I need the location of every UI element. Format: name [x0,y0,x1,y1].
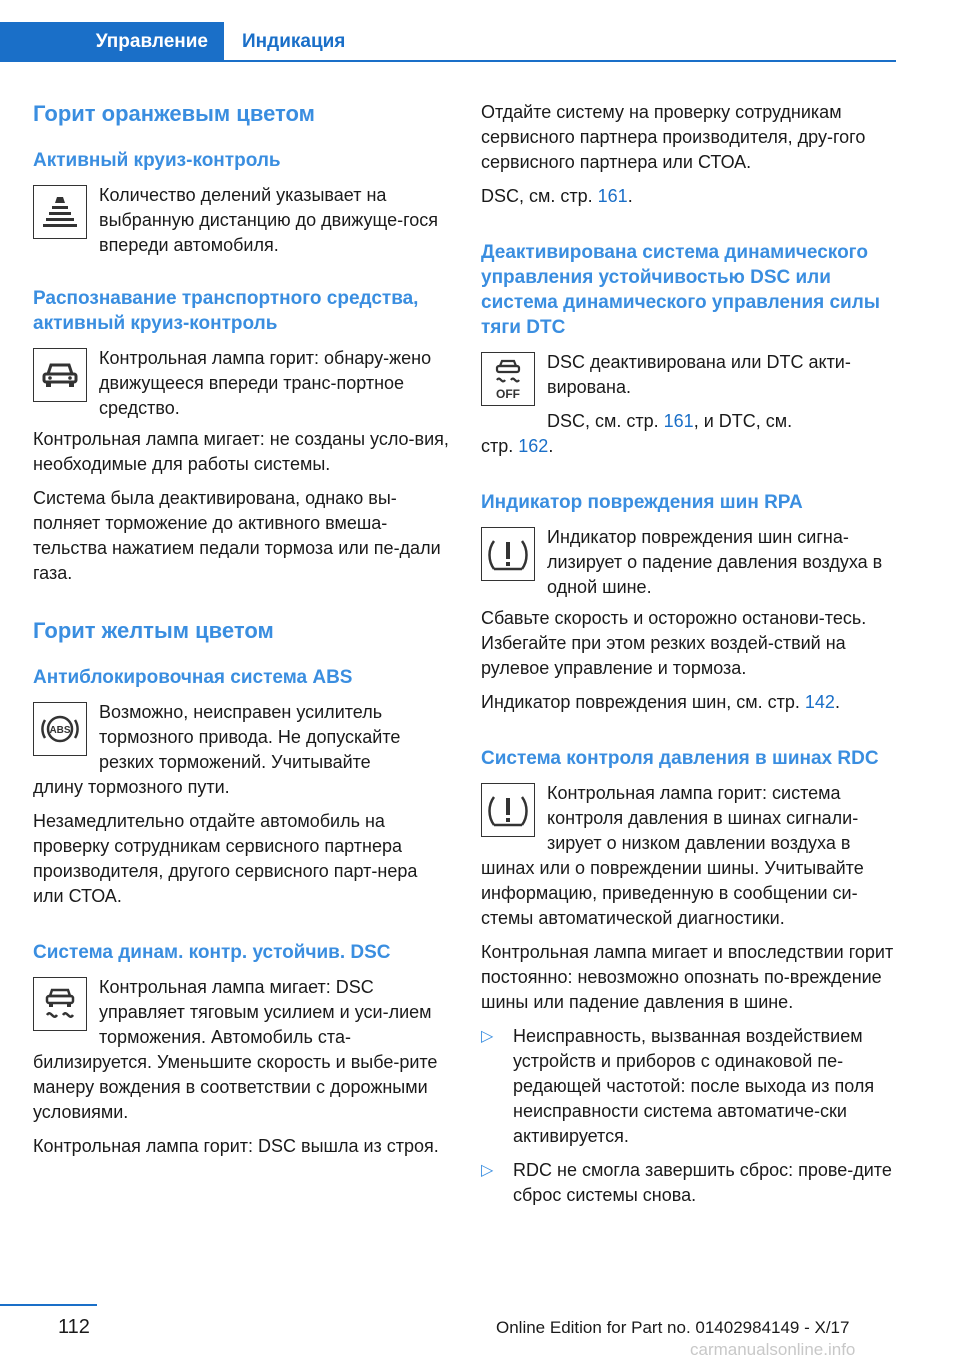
left-column [33,100,449,1168]
subheading-dsc-off: Деактивирована система динамического управления устойчивостью DSC или система динамического управления силы тяги DTC [481,242,881,338]
watermark: carmanualsonline.info [690,1340,856,1359]
rpa-paragraph-2: Сбавьте скорость и осторожно останови-тесь. Избегайте при этом резких воздей-ствий на рулевое управление и тормоза. [481,608,867,678]
tire-pressure-icon [481,783,535,837]
abs-entry [33,700,449,775]
page-link-161[interactable]: 161 [597,186,628,206]
acc-distance-icon [33,185,87,239]
vehicle-detected-icon [33,348,87,402]
rdc-paragraph-2: Контрольная лампа мигает и впоследствии горит постоянно: невозможно опознать по-вреждение шины или падение давления в шине. [481,942,894,1012]
tab-control[interactable]: Управление [0,22,224,61]
subheading-acc: Активный круиз-контроль [33,150,281,171]
abs-continuation: длину тормозного пути. [33,777,230,797]
dsc-off-text: DSC деактивирована или DTC акти-вирована. [547,352,851,397]
abs-label: ABS [49,725,71,736]
subheading-vehicle-detection: Распознавание транспортного средства, активный круиз-контроль [33,288,419,334]
abs-paragraph-2: Незамедлительно отдайте автомобиль на проверку сотрудникам сервисного партнера производителя, другого сервисного парт-нера или СТОА. [33,811,418,906]
subheading-rdc: Система контроля давления в шинах RDC [481,748,879,769]
dsc-off-ref-line2: стр. 162. [481,436,554,456]
page-link-142[interactable]: 142 [804,692,835,712]
abs-text: Возможно, неисправен усилитель тормозного привода. Не допускайте резких торможений. Учитывайте [99,702,401,772]
rdc-bullet-1: ▷ Неисправность, вызванная воздействием устройств и приборов с одинаковой пе-редающей частотой: после выхода из поля неисправности система автоматиче-ски активируется. [481,1024,897,1149]
rdc-text: Контрольная лампа горит: система контроля давления в шинах сигнали-зирует о низком давлении воздуха в [547,783,859,853]
right-column [481,100,897,1217]
rpa-entry [481,525,897,600]
tire-warning-icon [481,527,535,581]
dsc-off-icon [481,352,535,406]
header [0,0,960,62]
rpa-reference: Индикатор повреждения шин, см. стр. 142. [481,692,840,712]
subheading-abs: Антиблокировочная система ABS [33,667,353,688]
abs-icon [33,702,87,756]
dsc-off-entry [481,350,897,434]
dsc-icon [33,977,87,1031]
dsc-entry [33,975,449,1050]
page-number: 112 [58,1316,90,1338]
bullet-triangle-icon: ▷ [481,1162,494,1179]
footer-rule [0,1304,97,1306]
vehicle-entry [33,346,449,421]
vehicle-text: Контрольная лампа горит: обнару-жено движущееся впереди транс-портное средство. [99,348,432,418]
rpa-text: Индикатор повреждения шин сигна-лизирует о падение давления воздуха в одной шине. [547,527,883,597]
page-link-162[interactable]: 162 [518,436,549,456]
dsc-off-label: OFF [496,387,520,401]
rdc-bullet-2: ▷ RDC не смогла завершить сброс: прове-дите сброс системы снова. [481,1158,897,1208]
heading-yellow: Горит желтым цветом [33,618,274,643]
acc-entry [33,183,449,258]
vehicle-paragraph-2: Система была деактивирована, однако вы-полняет торможение до активного вмеша-тельства нажатием педали тормоза или пе-дали газа. [33,488,441,583]
rdc-entry [481,781,897,856]
header-rule [0,60,896,62]
subheading-dsc: Система динам. контр. устойчив. DSC [33,942,391,963]
rdc-continuation: шинах или о повреждении шины. Учитывайте информацию, приведенную в сообщении си-стемы автоматической диагностики. [481,858,864,928]
dsc-paragraph-2: Контрольная лампа горит: DSC вышла из строя. [33,1136,439,1156]
acc-text: Количество делений указывает на выбранную дистанцию до движуще-гося впереди автомобиля. [99,185,439,255]
dsc-reference: DSC, см. стр. 161. [481,186,633,206]
tab-indication[interactable]: Индикация [242,30,346,52]
page-link-161b[interactable]: 161 [663,411,694,431]
dsc-off-ref-line1: DSC, см. стр. 161, и DTC, см. [547,411,793,431]
vehicle-paragraph-1: Контрольная лампа мигает: не созданы усло-вия, необходимые для работы системы. [33,429,449,474]
subheading-rpa: Индикатор повреждения шин RPA [481,492,803,513]
dsc-service-text: Отдайте систему на проверку сотрудникам сервисного партнера производителя, дру-гого сервисного партнера или СТОА. [481,102,866,172]
heading-orange: Горит оранжевым цветом [33,101,315,126]
dsc-continuation: билизируется. Уменьшите скорость и выбе-рите манеру вождения в соответствии с дорожными условиями. [33,1052,438,1122]
dsc-text: Контрольная лампа мигает: DSC управляет тяговым усилием и уси-лием торможения. Автомобиль ста- [99,977,432,1047]
edition-note: Online Edition for Part no. 01402984149 - X/17 [496,1318,850,1337]
bullet-triangle-icon: ▷ [481,1028,494,1045]
